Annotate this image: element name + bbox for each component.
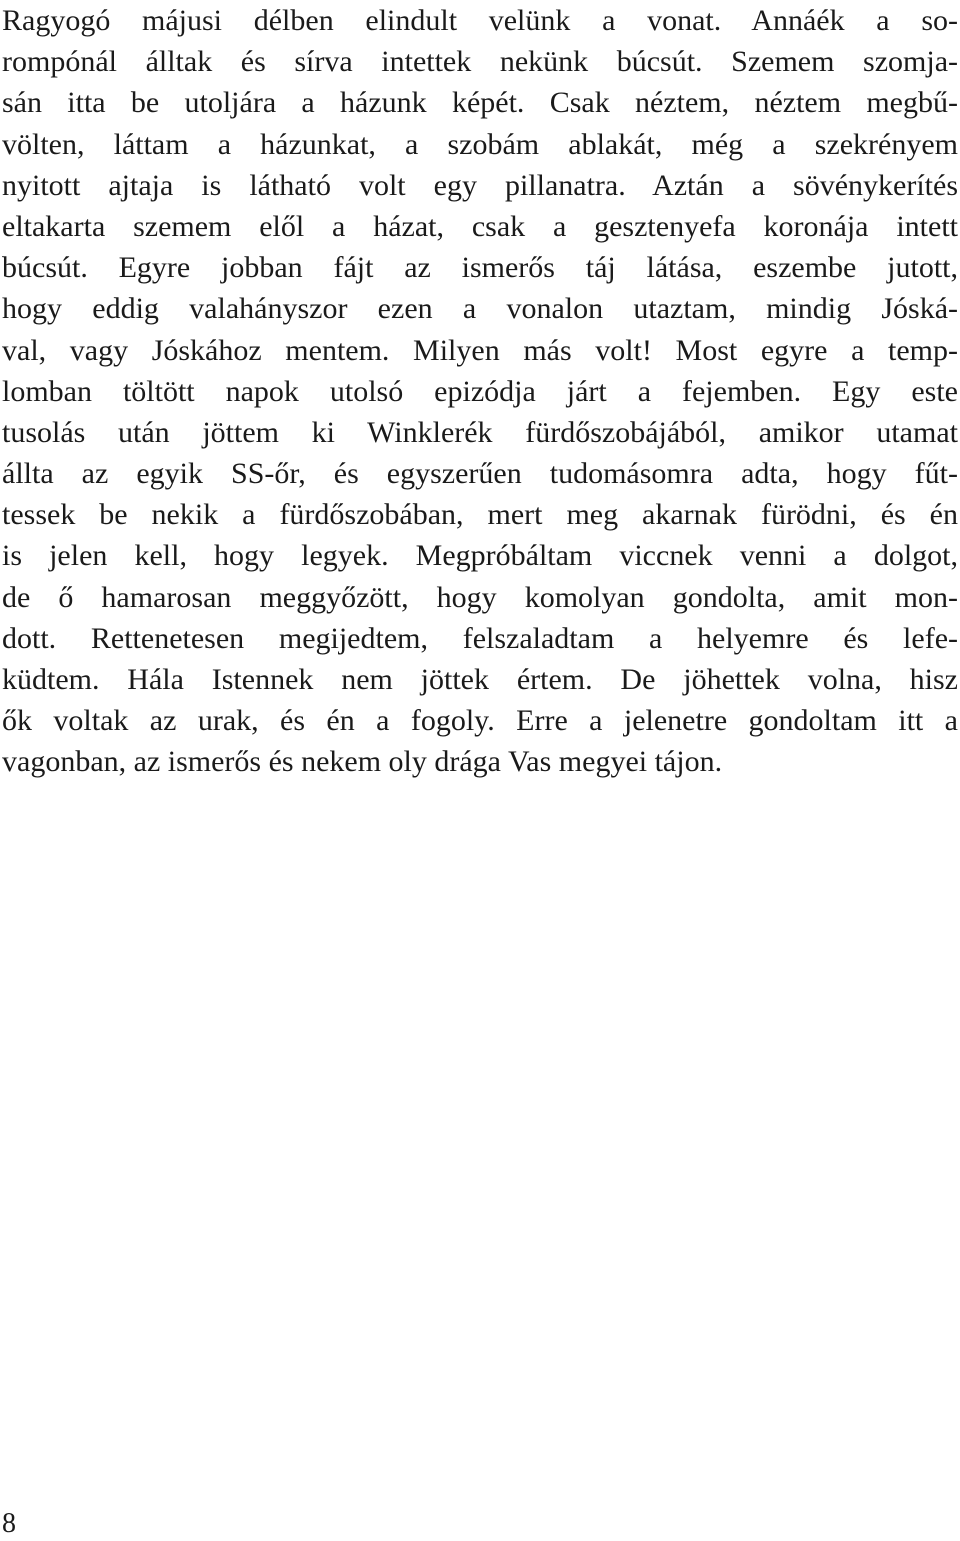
text-line: lomban töltött napok utolsó epizódja járt a fejemben. Egy este: [2, 374, 958, 408]
text-line: eltakarta szemem elől a házat, csak a gesztenyefa koronája intett: [2, 209, 958, 243]
text-line: hogy eddig valahányszor ezen a vonalon utaztam, mindig Jóská-: [2, 292, 958, 326]
text-line: nyitott ajtaja is látható volt egy pillanatra. Aztán a sövénykerítés: [2, 168, 958, 202]
text-line: ők voltak az urak, és én a fogoly. Erre a jelenetre gondoltam itt a: [2, 704, 958, 738]
text-line: tessek be nekik a fürdőszobában, mert meg akarnak fürödni, és én: [2, 498, 958, 532]
text-line: búcsút. Egyre jobban fájt az ismerős táj látása, eszembe jutott,: [2, 251, 958, 285]
text-line: vagonban, az ismerős és nekem oly drága Vas megyei tájon.: [2, 745, 723, 779]
text-line: tusolás után jöttem ki Winklerék fürdőszobájából, amikor utamat: [2, 415, 958, 449]
text-line: Ragyogó májusi délben elindult velünk a vonat. Annáék a so-: [2, 4, 958, 37]
text-line: küdtem. Hála Istennek nem jöttek értem. De jöhettek volna, hisz: [2, 663, 958, 696]
text-line: val, vagy Jóskához mentem. Milyen más volt! Most egyre a temp-: [2, 333, 958, 367]
body-text: [2, 0, 958, 783]
page-number: 8: [2, 1508, 16, 1539]
text-line: dott. Rettenetesen megijedtem, felszaladtam a helyemre és lefe-: [2, 621, 958, 655]
text-line: állta az egyik SS-őr, és egyszerűen tudomásomra adta, hogy fűt-: [2, 457, 958, 491]
text-line: sán itta be utoljára a házunk képét. Csak néztem, néztem megbű-: [2, 86, 958, 120]
text-line: völten, láttam a házunkat, a szobám ablakát, még a szekrényem: [2, 127, 958, 161]
text-line: is jelen kell, hogy legyek. Megpróbáltam viccnek venni a dolgot,: [2, 539, 958, 573]
text-line: de ő hamarosan meggyőzött, hogy komolyan gondolta, amit mon-: [2, 580, 958, 614]
text-line: rompónál álltak és sírva intettek nekünk búcsút. Szemem szomja-: [2, 45, 958, 79]
